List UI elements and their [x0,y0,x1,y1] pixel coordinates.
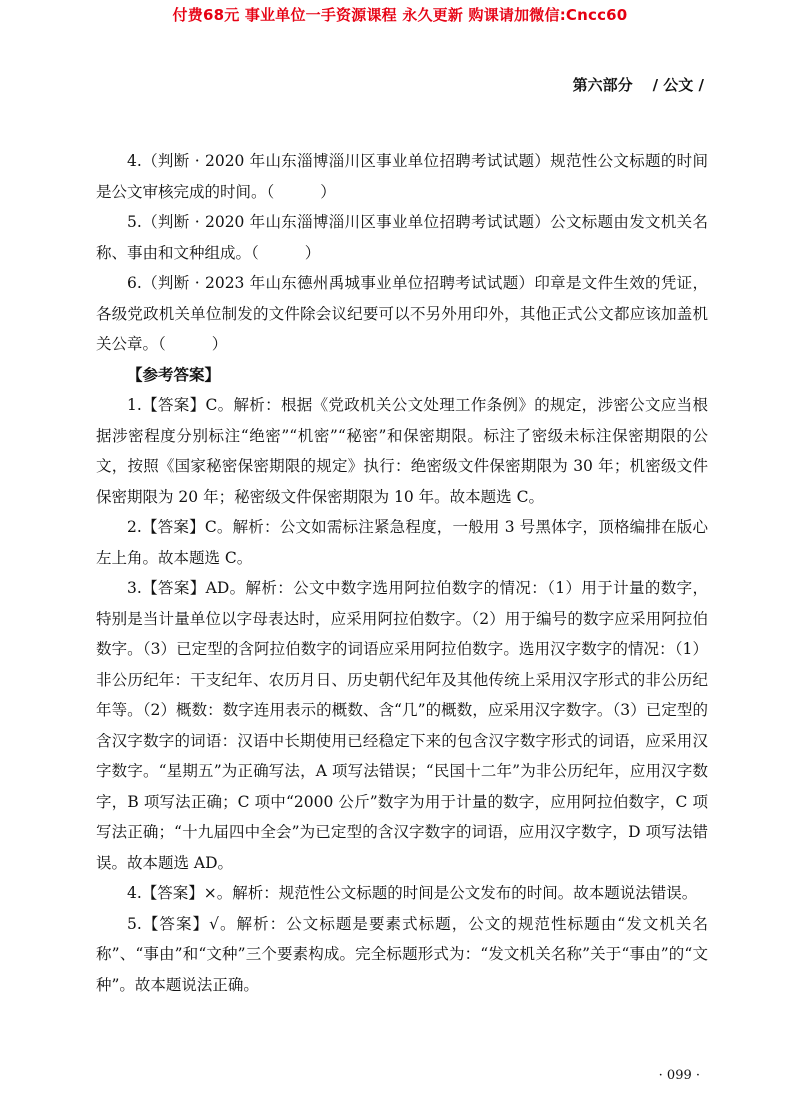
page-number: · 099 · [658,1068,700,1083]
answer-label: 4.【答案】 [127,884,204,902]
answer-item [96,573,708,878]
question-item [96,146,708,207]
question-close: ） [211,335,228,353]
page-header [573,74,704,95]
answer-text: AD。解析：公文中数字选用阿拉伯数字的情况：（1）用于计量的数字，特别是当计量单位以字母表达时，应采用阿拉伯数字。（2）用于编号的数字应采用阿拉伯数字。（3）已定型的含阿拉伯数字的词语应采用阿拉伯数字。选用汉字数字的情况：（1）非公历纪年：干支纪年、农历月日、历史朝代纪年及其他传统上采用汉字形式的非公历纪年等。（2）概数：数字连用表示的概数、含“几”的概数，应采用汉字数字。（3）已定型的含汉字数字的词语：汉语中长期使用已经稳定下来的包含汉字数字形式的词语，应采用汉字数字。“星期五”为正确写法，A 项写法错误；“民国十二年”为非公历纪年，应用汉字数字，B 项写法正确；C 项中“2000 公斤”数字为用于计量的数字，应用阿拉伯数字，C 项写法正确；“十九届四中全会”为已定型的含汉字数字的词语，应用汉字数字，D 项写法错误。故本题选 AD。 [96,579,708,872]
answer-item [96,878,708,909]
question-number: 5. [127,213,142,231]
header-section: / 公文 / [652,76,704,94]
question-item [96,207,708,268]
question-number: 4. [127,152,142,170]
answers-heading: 【参考答案】 [127,364,221,384]
answer-text: ×。解析：规范性公文标题的时间是公文发布的时间。故本题说法错误。 [203,884,698,902]
answer-label: 5.【答案】 [127,914,210,933]
answer-item [96,512,708,573]
question-number: 6. [127,274,142,292]
answer-label: 1.【答案】 [127,396,206,414]
page-content [96,146,708,1000]
header-part: 第六部分 [572,76,633,94]
answer-item [96,390,708,512]
promo-banner: 付费68元 事业单位一手资源课程 永久更新 购课请加微信:Cncc60 [172,6,628,24]
question-item [96,268,708,360]
question-close: ） [320,182,336,201]
question-text: （判断 · 2020 年山东淄博淄川区事业单位招聘考试试题）规范性公文标题的时间是公文审核完成的时间。（ [96,152,708,201]
answer-text: C。解析：公文如需标注紧急程度，一般用 3 号黑体字，顶格编排在版心左上角。故本题选 C。 [96,518,709,567]
question-text: （判断 · 2023 年山东德州禹城事业单位招聘考试试题）印章是文件生效的凭证，各级党政机关单位制发的文件除会议纪要可以不另外用印外，其他正式公文都应该加盖机关公章。（ [96,274,708,353]
question-close: ） [304,243,321,262]
question-text: （判断 · 2020 年山东淄博淄川区事业单位招聘考试试题）公文标题由发文机关名称、事由和文种组成。（ [96,213,708,262]
answer-label: 2.【答案】 [127,518,205,536]
answer-text: √。解析：公文标题是要素式标题，公文的规范性标题由“发文机关名称”、“事由”和“文种”三个要素构成。完全标题形式为：“发文机关名称”关于“事由”的“文种”。故本题说法正确。 [96,914,708,994]
answer-item [96,909,708,1001]
answer-label: 3.【答案】 [127,579,206,597]
answer-text: C。解析：根据《党政机关公文处理工作条例》的规定，涉密公文应当根据涉密程度分别标注“绝密”“机密”“秘密”和保密期限。标注了密级未标注保密期限的公文，按照《国家秘密保密期限的规定》执行：绝密级文件保密期限为 30 年；机密级文件保密期限为 20 年；秘密级文件保密期限为 10 年。故本题选 C。 [96,396,708,506]
